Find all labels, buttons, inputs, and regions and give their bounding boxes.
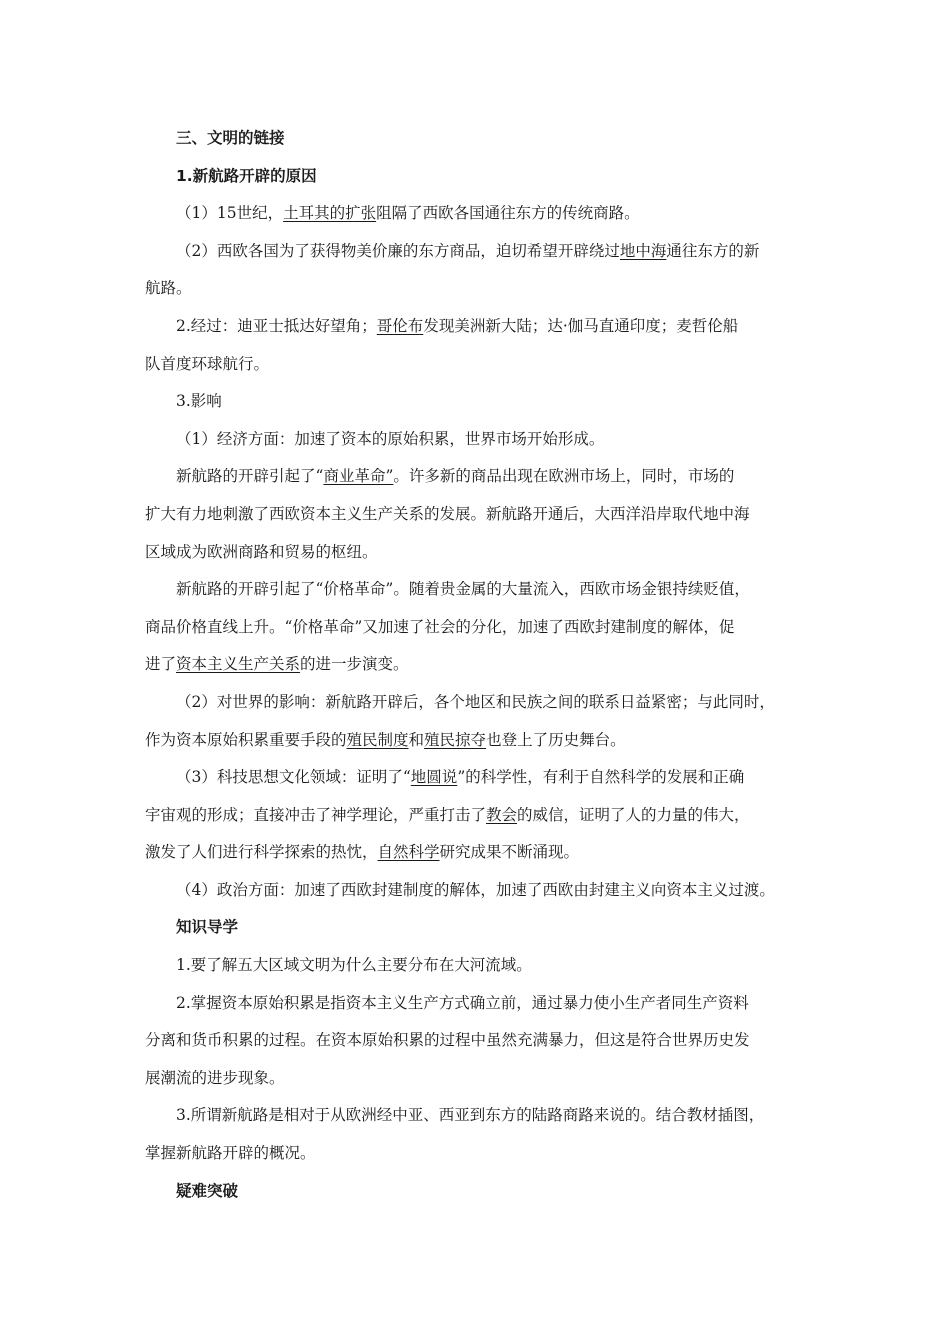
guide-item-2: 2.掌握资本原始积累是指资本主义生产方式确立前，通过暴力使小生产者同生产资料	[176, 993, 749, 1012]
paragraph-science-cont2: 激发了人们进行科学探索的热忱，自然科学研究成果不断涌现。	[145, 843, 580, 862]
paragraph-cause-2: （2）西欧各国为了获得物美价廉的东方商品，迫切希望开辟绕过地中海通往东方的新	[176, 241, 760, 260]
paragraph-economy: （1）经济方面：加速了资本的原始积累，世界市场开始形成。	[176, 429, 605, 448]
paragraph-world-cont: 作为资本原始积累重要手段的殖民制度和殖民掠夺也登上了历史舞台。	[145, 730, 626, 749]
guide-item-3-cont: 掌握新航路开辟的概况。	[145, 1144, 316, 1163]
underlined-term: 教会	[486, 805, 518, 824]
underlined-term: 殖民掠夺	[424, 730, 487, 749]
underlined-term: 哥伦布	[376, 316, 424, 335]
paragraph-price-cont: 商品价格直线上升。“价格革命”又加速了社会的分化，加速了西欧封建制度的解体，促	[145, 617, 735, 636]
underlined-term: 自然科学	[377, 843, 440, 862]
paragraph-price-cont2: 进了资本主义生产关系的进一步演变。	[145, 655, 409, 674]
guide-heading: 知识导学	[176, 918, 239, 937]
paragraph-process: 2.经过：迪亚士抵达好望角；哥伦布发现美洲新大陆；达·伽马直通印度；麦哲伦船	[176, 316, 739, 335]
underlined-term: 资本主义生产关系	[176, 655, 301, 674]
paragraph-science: （3）科技思想文化领域：证明了“地圆说”的科学性，有利于自然科学的发展和正确	[176, 768, 745, 787]
paragraph-price: 新航路的开辟引起了“价格革命”。随着贵金属的大量流入，西欧市场金银持续贬值，	[176, 580, 750, 599]
paragraph-cause-1: （1）15世纪，土耳其的扩张阻隔了西欧各国通往东方的传统商路。	[176, 204, 640, 223]
paragraph-process-cont: 队首度环球航行。	[145, 354, 270, 373]
underlined-term: 土耳其的扩张	[283, 204, 377, 223]
guide-item-2-cont2: 展潮流的进步现象。	[145, 1068, 285, 1087]
underlined-term: 商业革命”	[323, 467, 394, 486]
subheading-causes: 1.新航路开辟的原因	[176, 166, 317, 185]
difficulty-heading: 疑难突破	[176, 1181, 239, 1200]
paragraph-commerce-cont: 扩大有力地刺激了西欧资本主义生产关系的发展。新航路开通后，大西洋沿岸取代地中海	[145, 504, 750, 523]
paragraph-science-cont: 宇宙观的形成；直接冲击了神学理论，严重打击了教会的威信，证明了人的力量的伟大，	[145, 805, 750, 824]
paragraph-commerce: 新航路的开辟引起了“商业革命”。许多新的商品出现在欧洲市场上，同时，市场的	[176, 467, 735, 486]
paragraph-politics: （4）政治方面：加速了西欧封建制度的解体，加速了西欧由封建主义向资本主义过渡。	[176, 880, 775, 899]
document-body	[145, 120, 815, 1210]
subheading-impact: 3.影响	[176, 392, 222, 411]
guide-item-2-cont: 分离和货币积累的过程。在资本原始积累的过程中虽然充满暴力，但这是符合世界历史发	[145, 1031, 750, 1050]
guide-item-1: 1.要了解五大区域文明为什么主要分布在大河流域。	[176, 956, 532, 975]
section-heading: 三、文明的链接	[176, 129, 285, 147]
guide-item-3: 3.所谓新航路是相对于从欧洲经中亚、西亚到东方的陆路商路来说的。结合教材插图，	[176, 1106, 765, 1125]
underlined-term: 地中海	[619, 241, 667, 260]
underlined-term: 殖民制度	[346, 730, 409, 749]
paragraph-cause-2-cont: 航路。	[145, 279, 192, 298]
paragraph-world: （2）对世界的影响：新航路开辟后，各个地区和民族之间的联系日益紧密；与此同时，	[176, 692, 775, 711]
paragraph-commerce-cont2: 区域成为欧洲商路和贸易的枢纽。	[145, 542, 378, 561]
underlined-term: 地圆说	[410, 768, 458, 787]
